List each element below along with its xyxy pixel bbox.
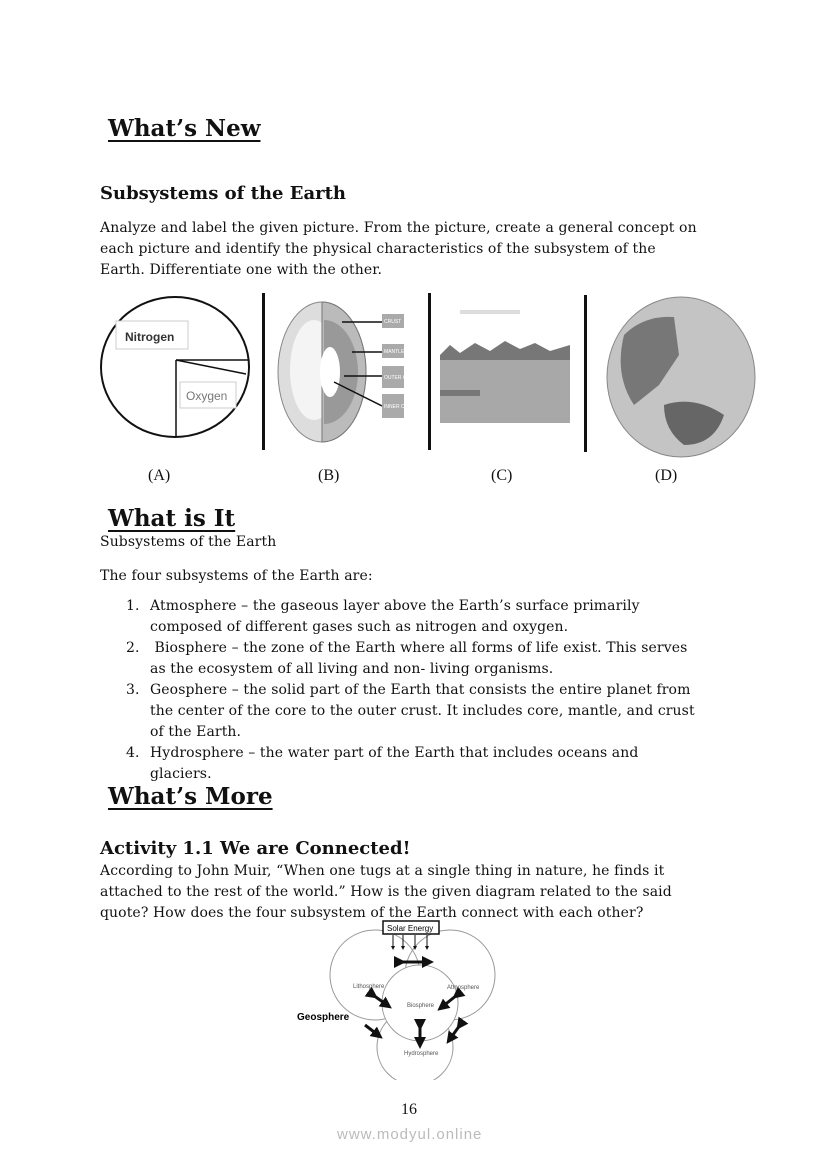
text: 2. <box>126 640 140 656</box>
atmosphere-pie-figure <box>98 292 258 442</box>
text: Hydrosphere – the water part of the Earth that includes oceans and <box>150 745 639 761</box>
text: According to John Muir, “When one tugs at a single thing in nature, he finds it <box>100 863 665 879</box>
divider <box>584 295 587 452</box>
figure-label-b: (B) <box>318 467 340 484</box>
text: Hydrosphere <box>404 1051 439 1057</box>
whats-new-heading: What’s New <box>108 115 261 142</box>
text-line: each picture and identify the physical characteristics of the subsystem of the <box>100 241 656 257</box>
text-line: Earth. Differentiate one with the other. <box>100 262 383 278</box>
text: quote? How does the four subsystem of the Earth connect with each other? <box>100 905 644 921</box>
text-line: Analyze and label the given picture. From the picture, create a general concept on <box>100 220 697 236</box>
instructions-paragraph <box>100 218 697 281</box>
subsystems-diagram <box>290 915 510 1080</box>
text: MANTLE <box>384 349 405 355</box>
divider <box>262 293 265 450</box>
geosphere-label: Geosphere <box>297 1012 350 1023</box>
nitrogen-label: Nitrogen <box>125 330 175 344</box>
text: INNER CORE <box>384 404 416 410</box>
hydrosphere-figure <box>440 305 575 425</box>
list-item <box>126 596 695 638</box>
list-item <box>126 638 695 680</box>
text: attached to the rest of the world.” How is the given diagram related to the said <box>100 884 672 900</box>
what-is-it-intro: The four subsystems of the Earth are: <box>100 568 373 584</box>
what-is-it-subtitle: Subsystems of the Earth <box>100 534 277 550</box>
text: 1. <box>126 598 140 614</box>
earth-layers-figure <box>272 300 422 445</box>
text: the center of the core to the outer crust. It includes core, mantle, and crust <box>150 703 695 719</box>
divider <box>428 293 431 450</box>
text: 3. <box>126 682 140 698</box>
oxygen-label: Oxygen <box>186 389 228 403</box>
text: Biosphere <box>407 1003 435 1009</box>
text: Geosphere – the solid part of the Earth that consists the entire planet from <box>150 682 691 698</box>
list-item <box>126 680 695 743</box>
text: Atmosphere – the gaseous layer above the Earth’s surface primarily <box>150 598 640 614</box>
list-item <box>126 743 695 785</box>
text: 4. <box>126 745 140 761</box>
text: Lithosphere <box>353 984 385 990</box>
globe-figure <box>604 295 759 460</box>
figure-label-c: (C) <box>491 467 513 484</box>
figure-label-a: (A) <box>148 467 171 484</box>
what-is-it-heading: What is It <box>108 505 236 532</box>
page-number: 16 <box>401 1101 417 1118</box>
text: glaciers. <box>150 766 212 782</box>
figure-label-d: (D) <box>655 467 678 484</box>
text: Biosphere – the zone of the Earth where all forms of life exist. This serves <box>150 640 688 656</box>
text: as the ecosystem of all living and non- living organisms. <box>150 661 554 677</box>
activity-title: Activity 1.1 We are Connected! <box>100 838 411 859</box>
subsystems-subheading: Subsystems of the Earth <box>100 183 347 204</box>
text: CRUST <box>384 319 402 325</box>
text: OUTER CORE <box>384 375 418 381</box>
text: of the Earth. <box>150 724 242 740</box>
text: Atmosphere <box>447 985 480 991</box>
text: composed of different gases such as nitrogen and oxygen. <box>150 619 569 635</box>
subsystems-list <box>126 596 695 785</box>
watermark: www.modyul.online <box>337 1126 483 1143</box>
whats-more-heading: What’s More <box>108 783 273 810</box>
solar-energy-label: Solar Energy <box>387 924 434 933</box>
